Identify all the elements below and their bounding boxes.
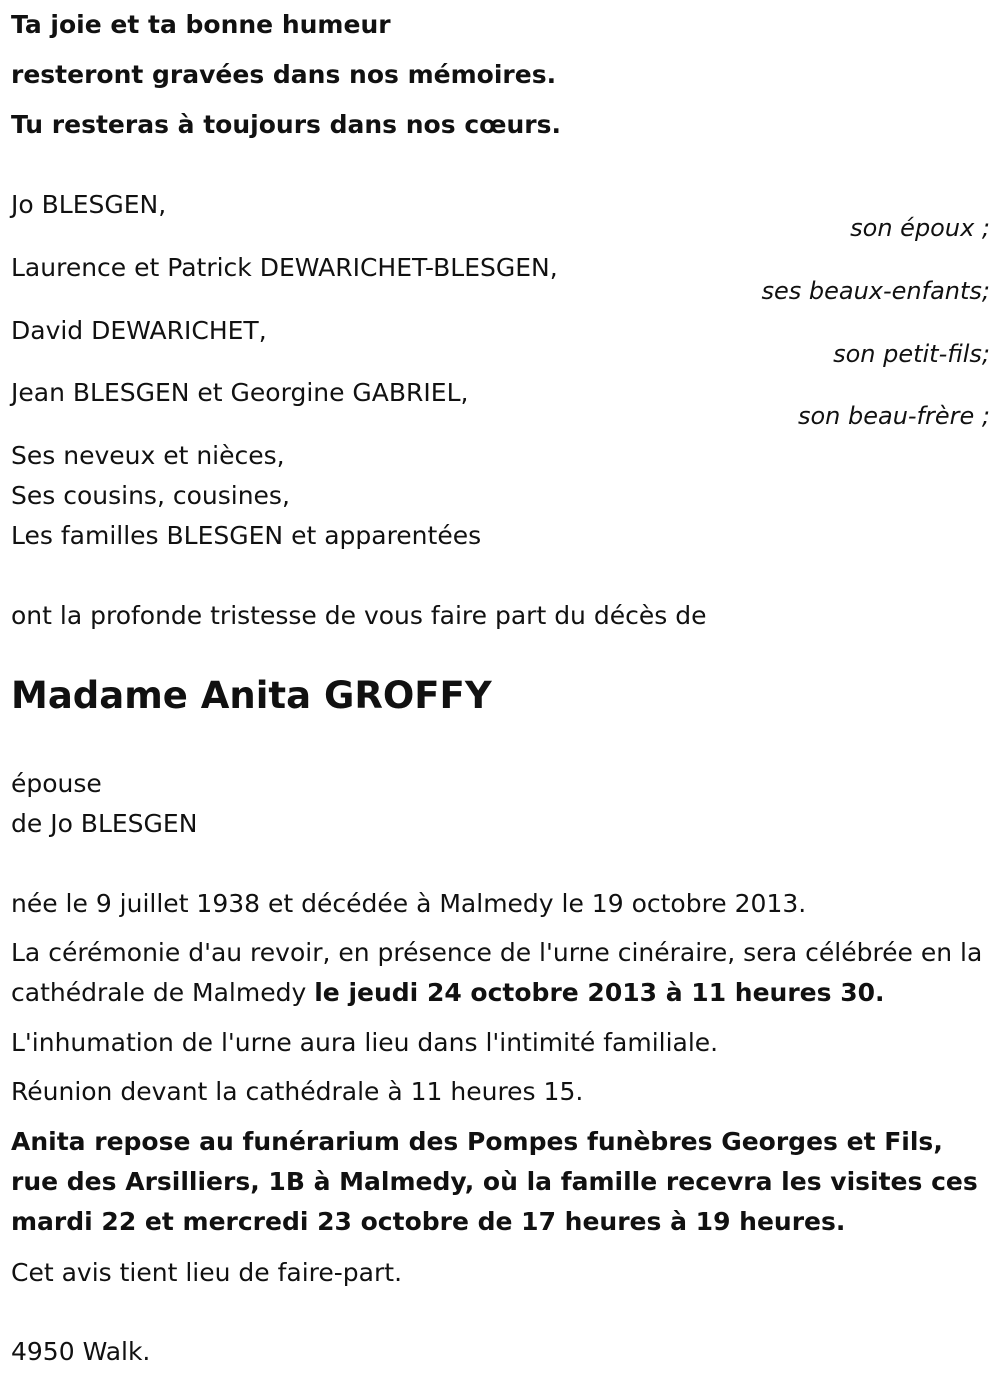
family-member-role: son beau-frère ; xyxy=(797,402,990,430)
family-member-name: Jean BLESGEN et Georgine GABRIEL, xyxy=(11,378,469,407)
notice-text: Cet avis tient lieu de faire-part. xyxy=(11,1258,403,1287)
family-member-name: Jo BLESGEN, xyxy=(11,190,167,219)
funeral-home-paragraph: Anita repose au funérarium des Pompes funèbres Georges et Fils, rue des Arsilliers, 1B à Malmedy, où la famille recevra les visites ces mardi 22 et mercredi 23 octobre de 17 heures à 19 heures. xyxy=(11,1127,978,1236)
announcement-text: ont la profonde tristesse de vous faire part du décès de xyxy=(11,601,707,630)
spouse-line: de Jo BLESGEN xyxy=(11,809,198,838)
relatives-line: Ses cousins, cousines, xyxy=(11,481,290,510)
epitaph-line-1: Ta joie et ta bonne humeur xyxy=(11,10,391,39)
ceremony-datetime: le jeudi 24 octobre 2013 à 11 heures 30. xyxy=(314,978,885,1007)
spouse-line: épouse xyxy=(11,769,102,798)
family-member-role: son petit-fils; xyxy=(833,340,990,368)
meeting-text: Réunion devant la cathédrale à 11 heures 15. xyxy=(11,1077,584,1106)
ceremony-text: La cérémonie d'au revoir, en présence de l'urne cinéraire, sera célébrée en la cathédrale de Malmedy xyxy=(11,938,983,1007)
burial-text: L'inhumation de l'urne aura lieu dans l'intimité familiale. xyxy=(11,1028,719,1057)
relatives-line: Ses neveux et nièces, xyxy=(11,441,285,470)
family-member-role: ses beaux-enfants; xyxy=(761,277,990,305)
family-member-name: Laurence et Patrick DEWARICHET-BLESGEN, xyxy=(11,253,558,282)
ceremony-paragraph xyxy=(11,933,986,1013)
birth-death-dates: née le 9 juillet 1938 et décédée à Malmedy le 19 octobre 2013. xyxy=(11,889,807,918)
epitaph-line-3: Tu resteras à toujours dans nos cœurs. xyxy=(11,110,561,139)
relatives-line: Les familles BLESGEN et apparentées xyxy=(11,521,482,550)
deceased-name: Madame Anita GROFFY xyxy=(11,674,492,717)
family-member-name: David DEWARICHET, xyxy=(11,316,267,345)
epitaph-line-2: resteront gravées dans nos mémoires. xyxy=(11,60,557,89)
address-text: 4950 Walk. xyxy=(11,1337,151,1366)
family-member-role: son époux ; xyxy=(850,214,990,242)
